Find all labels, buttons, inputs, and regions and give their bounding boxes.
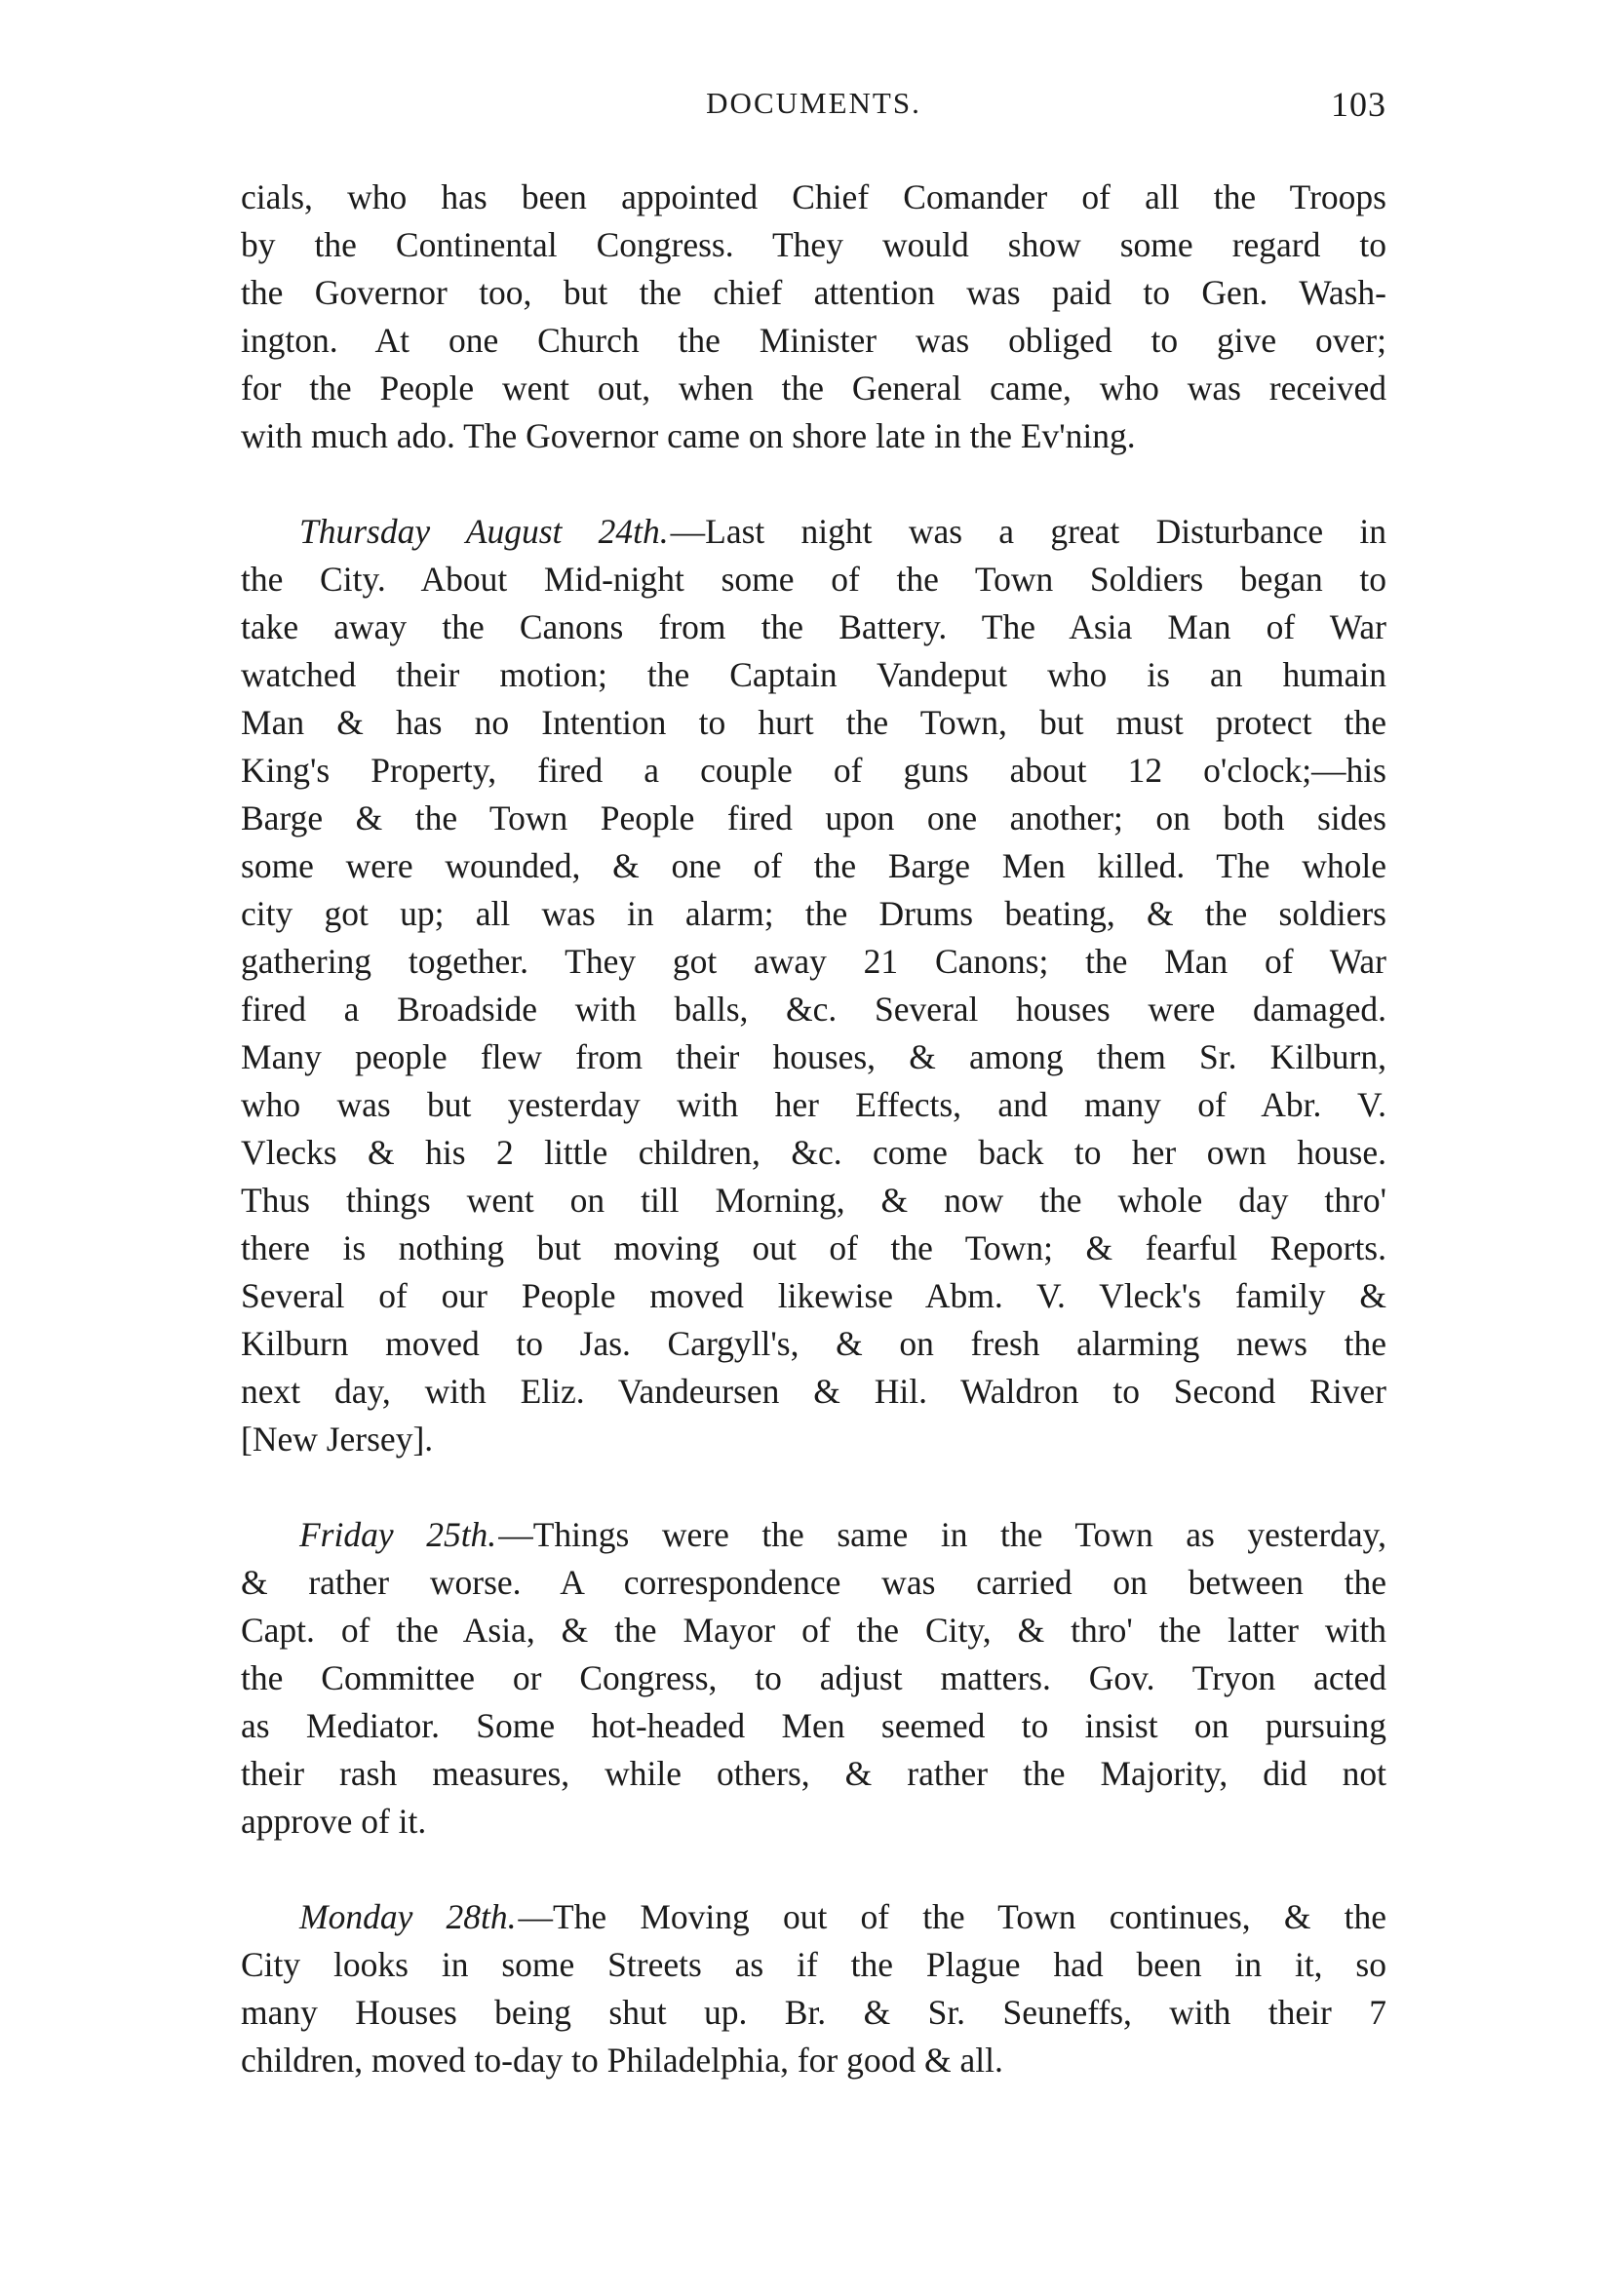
text-line: Man & has no Intention to hurt the Town, but must protect the: [241, 703, 1386, 742]
text-line: city got up; all was in alarm; the Drums beating, & the soldiers: [241, 894, 1386, 933]
paragraph-aug-24: [241, 508, 1386, 1463]
text-line: gathering together. They got away 21 Canons; the Man of War: [241, 942, 1386, 981]
text-line-rest: —Things were the same in the Town as yesterday,: [498, 1515, 1386, 1554]
text-line: watched their motion; the Captain Vandeput who is an humain: [241, 655, 1386, 694]
text-line: cials, who has been appointed Chief Comander of all the Troops: [241, 177, 1386, 216]
text-line: the Governor too, but the chief attention was paid to Gen. Wash-: [241, 273, 1386, 312]
paragraph-aug-25: [241, 1511, 1386, 1846]
text-line: & rather worse. A correspondence was carried on between the: [241, 1563, 1386, 1602]
text-line: Several of our People moved likewise Abm. V. Vleck's family &: [241, 1276, 1386, 1315]
text-line: many Houses being shut up. Br. & Sr. Seuneffs, with their 7: [241, 1993, 1386, 2032]
text-line: [New Jersey].: [241, 1420, 434, 1459]
entry-date: Thursday August 24th.: [299, 512, 669, 551]
text-line: for the People went out, when the General came, who was received: [241, 369, 1386, 408]
page-number: 103: [1331, 85, 1386, 124]
text-line: King's Property, fired a couple of guns about 12 o'clock;—his: [241, 751, 1386, 790]
paragraph-aug-28: [241, 1893, 1386, 2084]
entry-date: Friday 25th.: [299, 1515, 497, 1554]
text-line: Many people flew from their houses, & among them Sr. Kilburn,: [241, 1037, 1386, 1076]
text-line: there is nothing but moving out of the Town; & fearful Reports.: [241, 1228, 1386, 1267]
running-head: [241, 86, 1386, 135]
text-line-with-date: [241, 508, 1386, 556]
text-line: with much ado. The Governor came on shore late in the Ev'ning.: [241, 416, 1136, 455]
text-line: their rash measures, while others, & rather the Majority, did not: [241, 1754, 1386, 1793]
text-line: Capt. of the Asia, & the Mayor of the City, & thro' the latter with: [241, 1611, 1386, 1650]
text-line: Vlecks & his 2 little children, &c. come back to her own house.: [241, 1133, 1386, 1172]
entry-date: Monday 28th.: [299, 1897, 517, 1936]
text-line: some were wounded, & one of the Barge Men killed. The whole: [241, 846, 1386, 885]
text-line: the Committee or Congress, to adjust matters. Gov. Tryon acted: [241, 1658, 1386, 1697]
text-line: City looks in some Streets as if the Plague had been in it, so: [241, 1945, 1386, 1984]
text-line: the City. About Mid-night some of the Town Soldiers began to: [241, 560, 1386, 599]
text-line: approve of it.: [241, 1802, 427, 1841]
body-text: [241, 174, 1386, 2132]
text-line-with-date: [241, 1511, 1386, 1559]
text-line: by the Continental Congress. They would show some regard to: [241, 225, 1386, 264]
text-line: take away the Canons from the Battery. The Asia Man of War: [241, 607, 1386, 646]
text-line: as Mediator. Some hot-headed Men seemed to insist on pursuing: [241, 1706, 1386, 1745]
text-line: who was but yesterday with her Effects, and many of Abr. V.: [241, 1085, 1386, 1124]
text-line: Barge & the Town People fired upon one another; on both sides: [241, 798, 1386, 837]
text-line: Kilburn moved to Jas. Cargyll's, & on fresh alarming news the: [241, 1324, 1386, 1363]
text-line: ington. At one Church the Minister was obliged to give over;: [241, 321, 1386, 360]
running-title: DOCUMENTS.: [706, 86, 921, 120]
text-line: fired a Broadside with balls, &c. Several houses were damaged.: [241, 990, 1386, 1029]
text-line-with-date: [241, 1893, 1386, 1941]
text-line-rest: —The Moving out of the Town continues, & the: [518, 1897, 1386, 1936]
text-line: children, moved to-day to Philadelphia, for good & all.: [241, 2041, 1003, 2080]
paragraph-aug-23-continuation: [241, 174, 1386, 460]
text-line: next day, with Eliz. Vandeursen & Hil. Waldron to Second River: [241, 1372, 1386, 1411]
text-line-rest: —Last night was a great Disturbance in: [670, 512, 1386, 551]
text-line: Thus things went on till Morning, & now the whole day thro': [241, 1181, 1386, 1220]
